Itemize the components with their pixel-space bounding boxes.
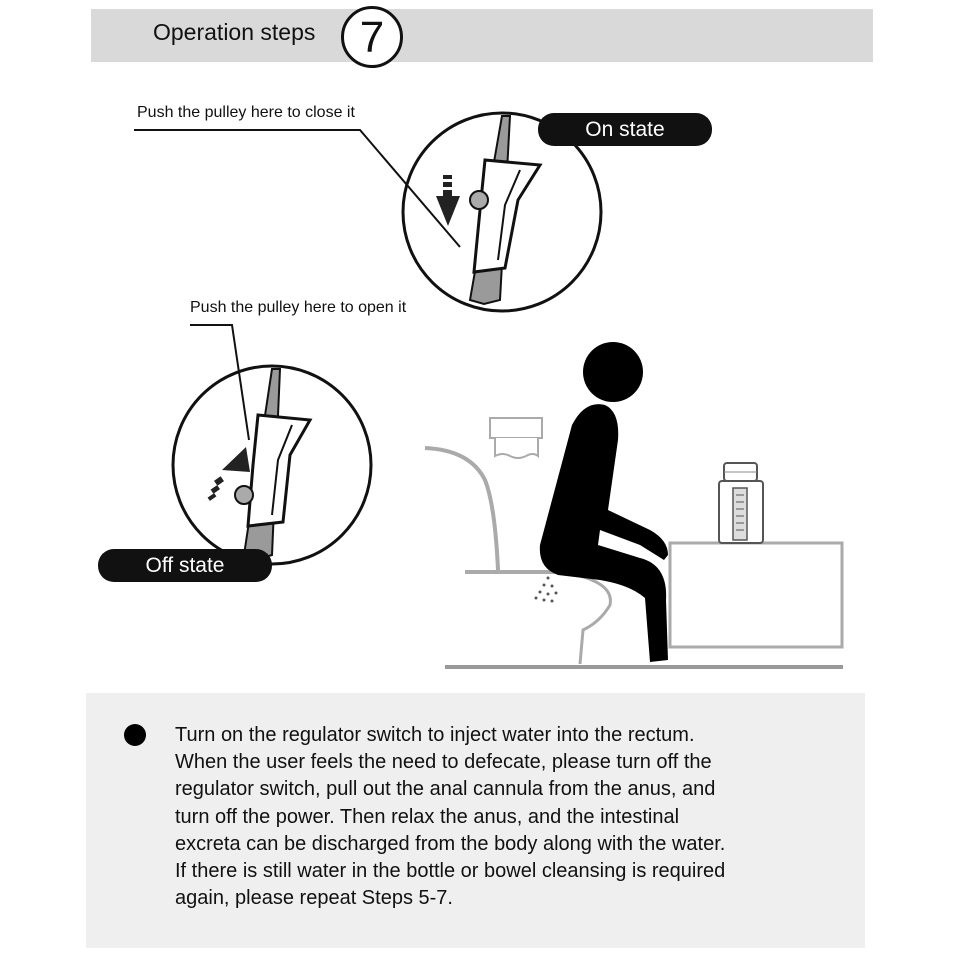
toilet-paper-holder-icon [490,418,542,458]
bottle-icon [719,463,763,543]
on-state-label: On state [585,117,665,141]
on-state-zoom [134,113,601,311]
off-state-zoom [173,325,371,564]
close-callout: Push the pulley here to close it [137,104,355,121]
bullet-dot [124,724,146,746]
scene [425,342,843,667]
table [670,543,842,647]
step-number: 7 [359,13,385,62]
open-callout: Push the pulley here to open it [190,299,407,316]
off-state-label: Off state [145,553,225,577]
page-title: Operation steps [153,19,316,45]
instruction-text: Turn on the regulator switch to inject water into the rectum. When the user feels the need to defecate, please turn off the regulator switch, pull out the anal cannula from the anus, and turn off the power. Then relax the anus, and the intestinal excreta can be discharged from the body along with the water. If there is still water in the bottle or bowel cleansing is required again, please repeat Steps 5-7. [175,724,726,910]
off-state-badge [98,549,272,582]
on-state-badge [538,113,712,146]
